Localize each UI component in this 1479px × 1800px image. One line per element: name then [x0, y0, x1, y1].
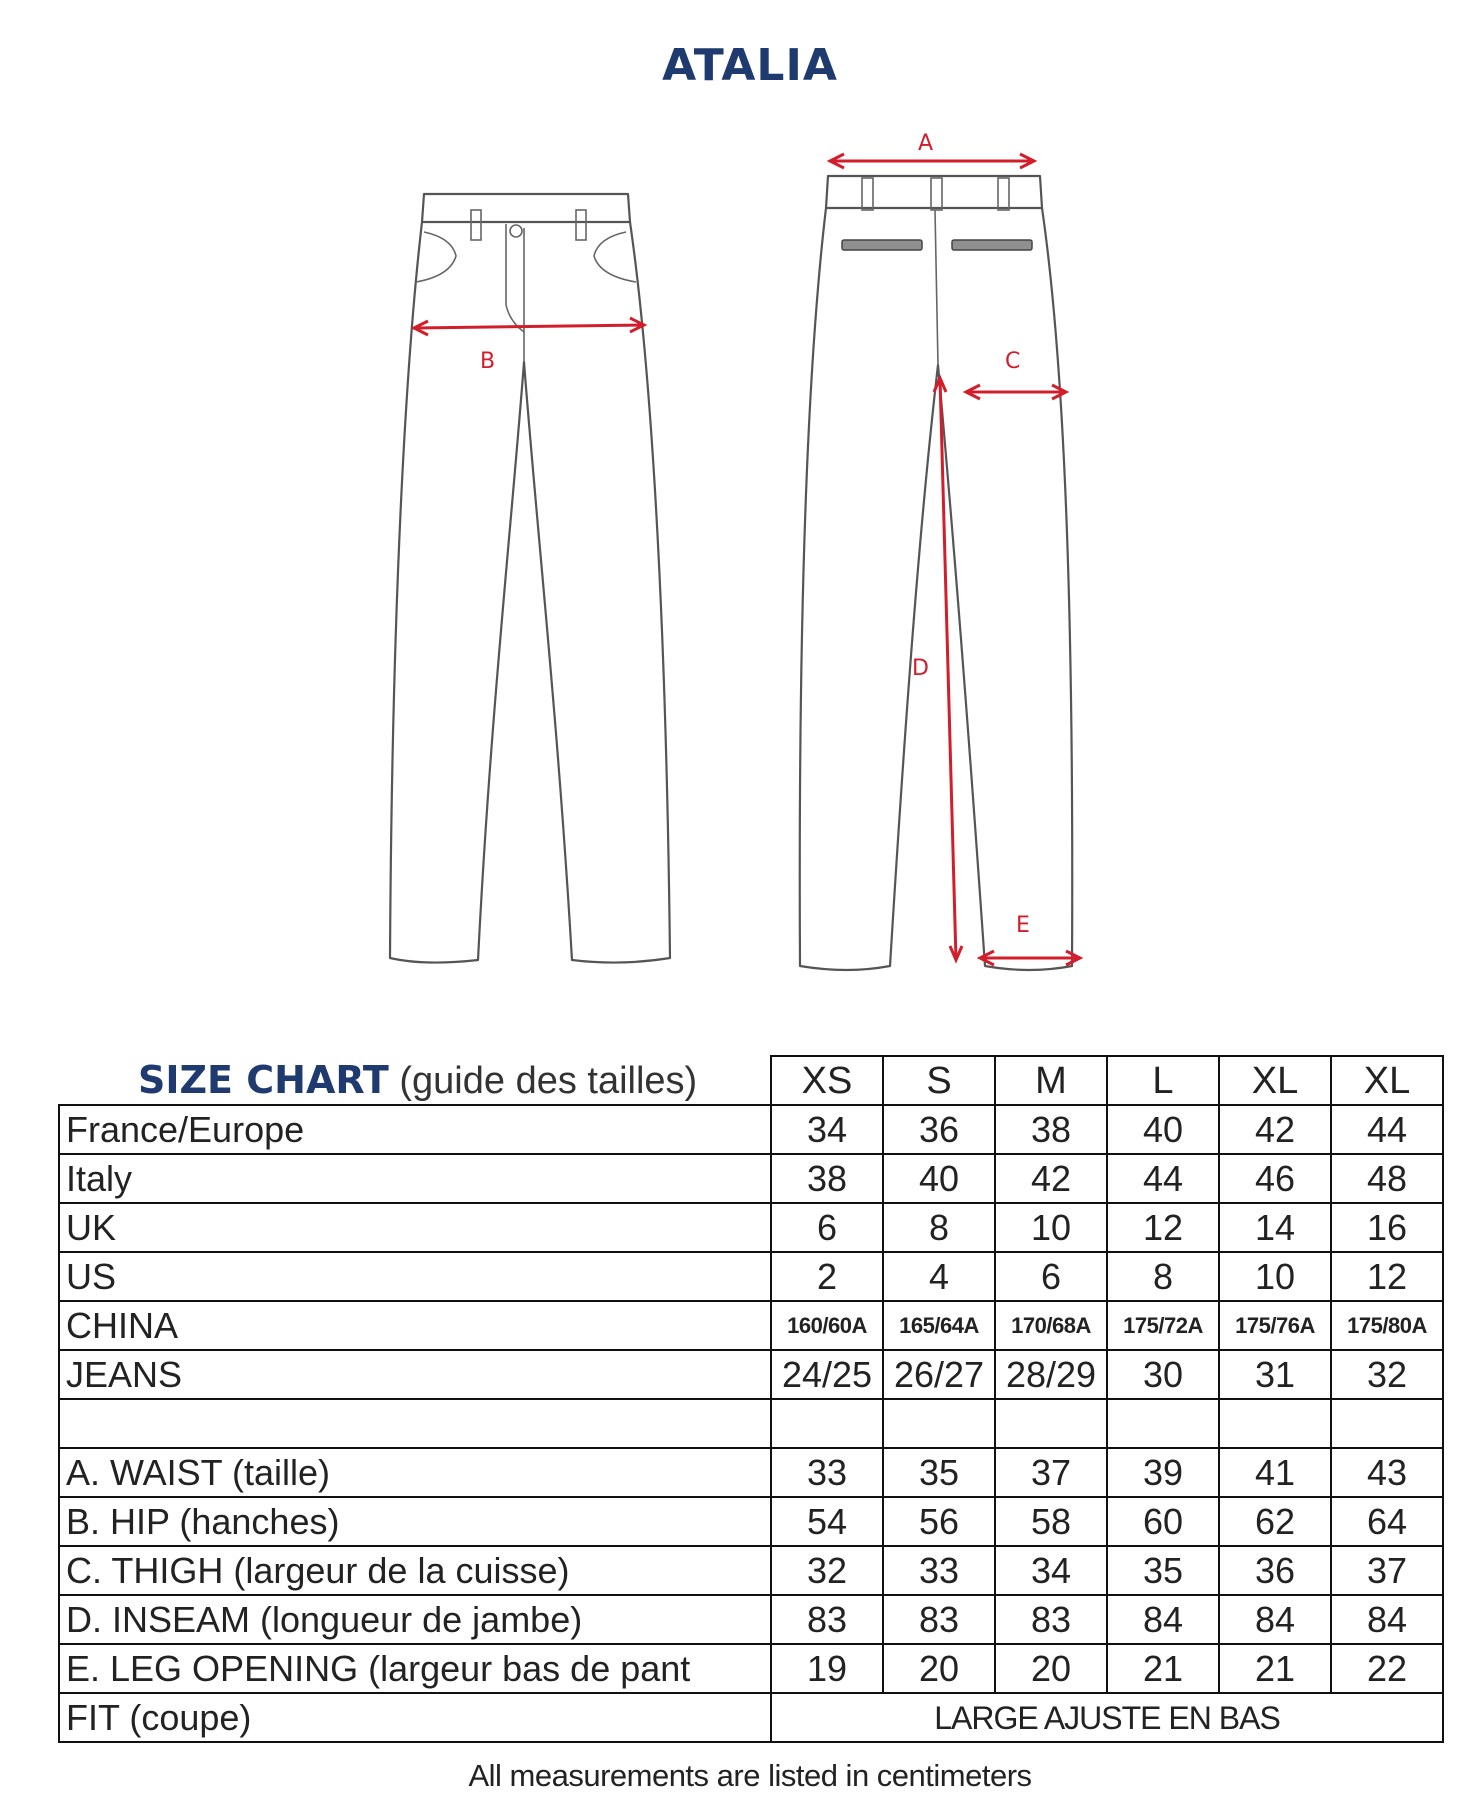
table-cell: 83: [883, 1595, 995, 1644]
table-cell: 83: [771, 1595, 883, 1644]
table-cell: 28/29: [995, 1350, 1107, 1399]
table-row: [59, 1350, 1443, 1399]
row-label: C. THIGH (largeur de la cuisse): [59, 1546, 771, 1595]
size-m: M: [995, 1056, 1107, 1105]
table-cell: 35: [1107, 1546, 1219, 1595]
label-d: D: [912, 656, 929, 681]
table-cell: 32: [1331, 1350, 1443, 1399]
table-cell: 160/60A: [771, 1301, 883, 1350]
table-cell: [771, 1399, 883, 1448]
table-row: [59, 1546, 1443, 1595]
table-cell: 21: [1107, 1644, 1219, 1693]
table-cell: 40: [883, 1154, 995, 1203]
size-xs: XS: [771, 1056, 883, 1105]
table-cell: 83: [995, 1595, 1107, 1644]
table-row: [59, 1105, 1443, 1154]
table-cell: 44: [1331, 1105, 1443, 1154]
table-cell: [1107, 1399, 1219, 1448]
table-cell: 16: [1331, 1203, 1443, 1252]
table-cell: 10: [995, 1203, 1107, 1252]
table-cell: 35: [883, 1448, 995, 1497]
table-cell: 37: [1331, 1546, 1443, 1595]
table-cell: 12: [1331, 1252, 1443, 1301]
table-cell: 48: [1331, 1154, 1443, 1203]
table-cell: 8: [883, 1203, 995, 1252]
table-cell: 84: [1331, 1595, 1443, 1644]
table-row: [59, 1301, 1443, 1350]
row-label: [59, 1399, 771, 1448]
table-cell: 6: [995, 1252, 1107, 1301]
table-row: [59, 1399, 1443, 1448]
table-cell: 175/76A: [1219, 1301, 1331, 1350]
table-cell: [883, 1399, 995, 1448]
table-cell: 32: [771, 1546, 883, 1595]
table-row: [59, 1154, 1443, 1203]
table-cell: 56: [883, 1497, 995, 1546]
size-xl: XL: [1219, 1056, 1331, 1105]
table-cell: 44: [1107, 1154, 1219, 1203]
row-label: B. HIP (hanches): [59, 1497, 771, 1546]
table-cell: 33: [883, 1546, 995, 1595]
table-cell: 24/25: [771, 1350, 883, 1399]
table-cell: 6: [771, 1203, 883, 1252]
label-e: E: [1016, 913, 1030, 938]
row-label: CHINA: [59, 1301, 771, 1350]
row-label: E. LEG OPENING (largeur bas de pant: [59, 1644, 771, 1693]
size-s: S: [883, 1056, 995, 1105]
table-cell: 37: [995, 1448, 1107, 1497]
table-cell: 38: [771, 1154, 883, 1203]
size-header-row: [59, 1056, 1443, 1105]
table-cell: 58: [995, 1497, 1107, 1546]
table-cell: 165/64A: [883, 1301, 995, 1350]
table-cell: 46: [1219, 1154, 1331, 1203]
table-cell: 31: [1219, 1350, 1331, 1399]
table-cell: 40: [1107, 1105, 1219, 1154]
table-cell: 42: [995, 1154, 1107, 1203]
row-label: Italy: [59, 1154, 771, 1203]
footnote: All measurements are listed in centimeters: [468, 1758, 1032, 1793]
table-cell: 175/72A: [1107, 1301, 1219, 1350]
table-cell: 34: [771, 1105, 883, 1154]
table-cell: 19: [771, 1644, 883, 1693]
product-title: ATALIA: [662, 40, 838, 91]
table-cell: 84: [1107, 1595, 1219, 1644]
table-cell: 39: [1107, 1448, 1219, 1497]
table-cell: 10: [1219, 1252, 1331, 1301]
table-row: [59, 1448, 1443, 1497]
table-cell: [1219, 1399, 1331, 1448]
fit-label: FIT (coupe): [59, 1693, 771, 1742]
label-a: A: [918, 131, 934, 156]
table-cell: 20: [883, 1644, 995, 1693]
table-cell: 41: [1219, 1448, 1331, 1497]
table-cell: 175/80A: [1331, 1301, 1443, 1350]
table-cell: 20: [995, 1644, 1107, 1693]
table-cell: 36: [883, 1105, 995, 1154]
row-label: France/Europe: [59, 1105, 771, 1154]
table-cell: 43: [1331, 1448, 1443, 1497]
table-cell: 33: [771, 1448, 883, 1497]
table-cell: 4: [883, 1252, 995, 1301]
table-cell: 170/68A: [995, 1301, 1107, 1350]
table-cell: 38: [995, 1105, 1107, 1154]
table-row: [59, 1203, 1443, 1252]
table-cell: 34: [995, 1546, 1107, 1595]
table-cell: 30: [1107, 1350, 1219, 1399]
size-xl-2: XL: [1331, 1056, 1443, 1105]
table-cell: 26/27: [883, 1350, 995, 1399]
size-chart-heading: SIZE CHART (guide des tailles): [138, 1058, 698, 1102]
row-label: UK: [59, 1203, 771, 1252]
table-cell: 42: [1219, 1105, 1331, 1154]
table-cell: [995, 1399, 1107, 1448]
fit-value: LARGE AJUSTE EN BAS: [771, 1693, 1443, 1742]
table-row: [59, 1595, 1443, 1644]
row-label: JEANS: [59, 1350, 771, 1399]
table-row: [59, 1497, 1443, 1546]
table-cell: [1331, 1399, 1443, 1448]
row-label: A. WAIST (taille): [59, 1448, 771, 1497]
table-cell: 84: [1219, 1595, 1331, 1644]
table-row: [59, 1252, 1443, 1301]
table-cell: 14: [1219, 1203, 1331, 1252]
size-chart-table: [58, 1055, 1444, 1743]
table-cell: 2: [771, 1252, 883, 1301]
size-l: L: [1107, 1056, 1219, 1105]
table-cell: 60: [1107, 1497, 1219, 1546]
front-pants-drawing: [390, 194, 670, 963]
back-pants-drawing: [800, 131, 1080, 970]
table-cell: 64: [1331, 1497, 1443, 1546]
table-cell: 8: [1107, 1252, 1219, 1301]
table-cell: 12: [1107, 1203, 1219, 1252]
label-c: C: [1005, 349, 1021, 374]
table-cell: 54: [771, 1497, 883, 1546]
table-cell: 21: [1219, 1644, 1331, 1693]
table-cell: 22: [1331, 1644, 1443, 1693]
row-label: D. INSEAM (longueur de jambe): [59, 1595, 771, 1644]
table-row: [59, 1644, 1443, 1693]
table-cell: 36: [1219, 1546, 1331, 1595]
table-cell: 62: [1219, 1497, 1331, 1546]
row-label: US: [59, 1252, 771, 1301]
fit-row: [59, 1693, 1443, 1742]
label-b: B: [480, 349, 496, 374]
